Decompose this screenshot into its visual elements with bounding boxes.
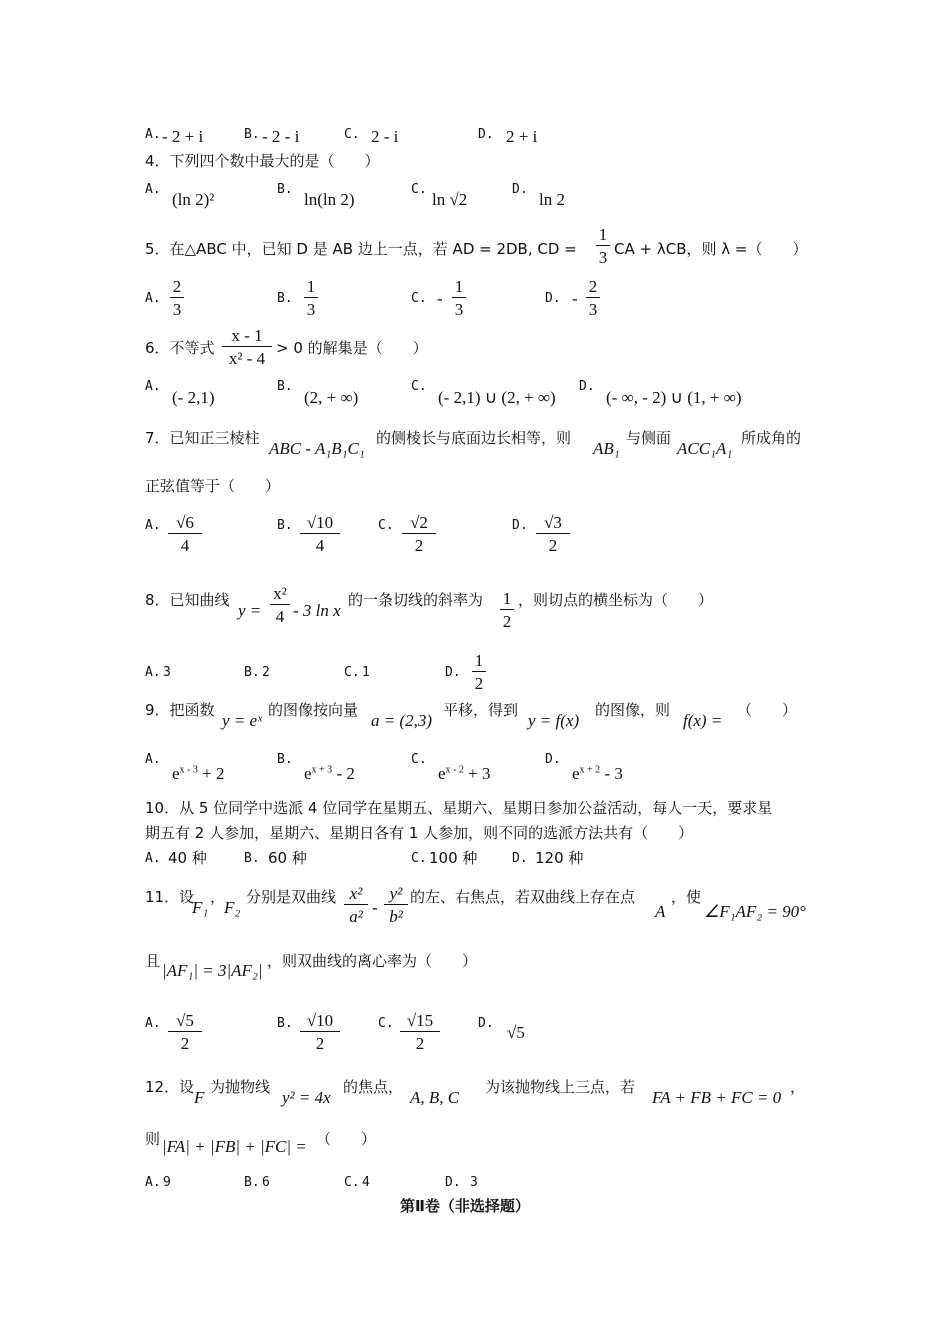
q8-stem-fraction: $\frac{\text{x²}}{4}$ bbox=[270, 585, 290, 625]
q3-option-c-value: 2 - i bbox=[371, 127, 399, 146]
q11-option-c-label: C. bbox=[378, 1016, 394, 1031]
q6-stem-prefix: 6．不等式 bbox=[145, 339, 215, 357]
q6-option-b-label: B. bbox=[277, 379, 293, 394]
q5-option-c-fraction: $\frac{1}{3}$ bbox=[452, 278, 466, 318]
q10-option-d-value: 120 种 bbox=[535, 849, 584, 867]
q8-option-d-label: D. bbox=[445, 665, 461, 680]
q7-prism: ABC - A₁B₁C₁ bbox=[269, 439, 365, 458]
q5-option-a-fraction: $\frac{2}{3}$ bbox=[170, 278, 184, 318]
q11-cond: |AF₁| = 3|AF₂| bbox=[162, 961, 263, 980]
q12-stem-3: 的焦点， bbox=[343, 1078, 404, 1096]
q7-stem-3: 与侧面 bbox=[626, 429, 672, 447]
q5-option-c-sign: - bbox=[437, 289, 443, 308]
q3-option-d-value: 2 + i bbox=[506, 127, 538, 146]
q7-face: ACC₁A₁ bbox=[677, 439, 733, 458]
q6-option-a-value: (- 2,1) bbox=[172, 388, 215, 407]
q12-option-c-value: 4 bbox=[362, 1175, 370, 1190]
q9-option-b-label: B. bbox=[277, 752, 293, 767]
q6-option-c-value: (- 2,1) ∪ (2, + ∞) bbox=[438, 388, 556, 407]
q5-stem-fraction: $\frac{1}{3}$ bbox=[596, 226, 610, 266]
q5-option-d-sign: - bbox=[572, 289, 578, 308]
q3-option-c-label: C. bbox=[344, 127, 360, 142]
q7-option-d-fraction: $\frac{√3}{2}$ bbox=[536, 514, 570, 554]
q5-option-d-label: D. bbox=[545, 291, 561, 306]
q8-stem-2: 的一条切线的斜率为 bbox=[348, 591, 484, 609]
q12-stem-2: 为抛物线 bbox=[210, 1078, 271, 1096]
q10-line-1: 10．从 5 位同学中选派 4 位同学在星期五、星期六、星期日参加公益活动，每人一天，要求星 bbox=[145, 799, 773, 817]
q6-option-c-label: C. bbox=[411, 379, 427, 394]
q5-option-b-fraction: $\frac{1}{3}$ bbox=[304, 278, 318, 318]
q10-option-c-label: C. bbox=[411, 851, 427, 866]
q9-stem-1: 9．把函数 bbox=[145, 701, 215, 719]
q9-stem-2: 的图像按向量 bbox=[268, 701, 359, 719]
q12-option-d-label: D. bbox=[445, 1175, 461, 1190]
q12-stem-6: 则 bbox=[145, 1130, 161, 1148]
q9-option-a: $e^{x - 3} + 2$ bbox=[172, 764, 225, 783]
q4-option-d-label: D. bbox=[512, 182, 528, 197]
q4-option-b-value: ln(ln 2) bbox=[304, 190, 355, 209]
q4-stem: 4．下列四个数中最大的是（ ） bbox=[145, 152, 380, 170]
q9-option-d: $e^{x + 2} - 3$ bbox=[572, 764, 623, 783]
q11-option-d-value: √5 bbox=[507, 1023, 525, 1042]
q8-stem-3: ，则切点的横坐标为（ ） bbox=[518, 591, 714, 609]
q11-stem-5: 且 bbox=[145, 952, 161, 970]
q8-y-eq: y = bbox=[238, 601, 262, 620]
q11-stem-1: 11．设 bbox=[145, 888, 195, 906]
q3-option-a-label: A. bbox=[145, 127, 161, 142]
q10-option-a-value: 40 种 bbox=[168, 849, 207, 867]
q7-stem-2: 的侧棱长与底面边长相等，则 bbox=[376, 429, 572, 447]
q10-option-b-value: 60 种 bbox=[268, 849, 307, 867]
section-title: 第Ⅱ卷（非选择题） bbox=[400, 1197, 530, 1215]
q11-stem-3: 的左、右焦点，若双曲线上存在点 bbox=[410, 888, 636, 906]
q5-option-a-label: A. bbox=[145, 291, 161, 306]
q7-line: AB₁ bbox=[593, 439, 620, 458]
q4-option-b-label: B. bbox=[277, 182, 293, 197]
q9-vector: a = (2,3) bbox=[371, 711, 433, 730]
q7-stem-1: 7．已知正三棱柱 bbox=[145, 429, 260, 447]
q9-option-c-label: C. bbox=[411, 752, 427, 767]
q7-option-c-fraction: $\frac{√2}{2}$ bbox=[402, 514, 436, 554]
q9-option-b: $e^{x + 3} - 2$ bbox=[304, 764, 355, 783]
q10-line-2: 期五有 2 人参加，星期六、星期日各有 1 人参加，则不同的选派方法共有（ ） bbox=[145, 824, 694, 842]
q3-option-b-label: B. bbox=[244, 127, 260, 142]
q11-stem-2: 分别是双曲线 bbox=[246, 888, 337, 906]
q12-option-a-label: A. bbox=[145, 1175, 161, 1190]
q9-option-a-label: A. bbox=[145, 752, 161, 767]
q7-option-b-fraction: $\frac{√10}{4}$ bbox=[300, 514, 340, 554]
q12-points: A, B, C bbox=[410, 1088, 460, 1107]
q11-frac-y: $\frac{\text{y²}}{\text{b²}}$ bbox=[384, 885, 408, 925]
q4-option-c-value: ln √2 bbox=[432, 190, 468, 209]
q8-option-b-label: B. bbox=[244, 665, 260, 680]
q8-stem-1: 8．已知曲线 bbox=[145, 591, 230, 609]
q8-option-c-value: 1 bbox=[362, 665, 370, 680]
q8-option-a-label: A. bbox=[145, 665, 161, 680]
q11-option-b-fraction: $\frac{√10}{2}$ bbox=[300, 1012, 340, 1052]
q9-stem-3: 平移，得到 bbox=[443, 701, 519, 719]
q8-option-c-label: C. bbox=[344, 665, 360, 680]
q9-stem-4: 的图像，则 bbox=[595, 701, 671, 719]
q11-angle: ∠F₁AF₂ = 90° bbox=[704, 902, 806, 921]
q11-minus: - bbox=[372, 898, 378, 917]
q12-option-b-label: B. bbox=[244, 1175, 260, 1190]
q12-option-d-value: 3 bbox=[470, 1175, 478, 1190]
q12-option-c-label: C. bbox=[344, 1175, 360, 1190]
q12-distance-sum: |FA| + |FB| + |FC| = bbox=[162, 1137, 307, 1156]
q4-option-d-value: ln 2 bbox=[539, 190, 565, 209]
q12-parabola: y² = 4x bbox=[282, 1088, 331, 1107]
q9-fx: f(x) = bbox=[683, 711, 723, 730]
q6-option-a-label: A. bbox=[145, 379, 161, 394]
q8-option-b-value: 2 bbox=[262, 665, 270, 680]
q7-option-d-label: D. bbox=[512, 518, 528, 533]
q4-option-a-value: (ln 2)² bbox=[172, 190, 215, 209]
q8-option-a-value: 3 bbox=[163, 665, 171, 680]
q3-option-d-label: D. bbox=[478, 127, 494, 142]
q11-frac-x: $\frac{\text{x²}}{\text{a²}}$ bbox=[344, 885, 368, 925]
q10-option-d-label: D. bbox=[512, 851, 528, 866]
q11-option-b-label: B. bbox=[277, 1016, 293, 1031]
q12-stem-5: ， bbox=[790, 1078, 806, 1096]
q9-stem-5: （ ） bbox=[737, 701, 798, 719]
q12-vector-sum: FA + FB + FC = 0 bbox=[652, 1088, 782, 1107]
q11-f2: F₂ bbox=[224, 898, 241, 917]
q11-option-c-fraction: $\frac{√15}{2}$ bbox=[400, 1012, 440, 1052]
q12-stem-7: （ ） bbox=[316, 1130, 377, 1148]
q4-option-c-label: C. bbox=[411, 182, 427, 197]
q7-option-c-label: C. bbox=[378, 518, 394, 533]
q7-option-a-fraction: $\frac{√6}{4}$ bbox=[168, 514, 202, 554]
q6-stem-fraction: $\frac{x - 1}{\text{x² - 4}}$ bbox=[222, 327, 272, 367]
q12-stem-1: 12．设 bbox=[145, 1078, 195, 1096]
q12-stem-4: 为该抛物线上三点，若 bbox=[485, 1078, 636, 1096]
q10-option-b-label: B. bbox=[244, 851, 260, 866]
q5-option-b-label: B. bbox=[277, 291, 293, 306]
q8-stem-tail: - 3 ln x bbox=[293, 601, 341, 620]
q5-option-d-fraction: $\frac{2}{3}$ bbox=[586, 278, 600, 318]
q6-option-d-label: D. bbox=[579, 379, 595, 394]
q9-option-c: $e^{x - 2} + 3$ bbox=[438, 764, 491, 783]
q4-option-a-label: A. bbox=[145, 182, 161, 197]
q11-option-a-label: A. bbox=[145, 1016, 161, 1031]
q8-slope-fraction: $\frac{1}{2}$ bbox=[500, 590, 514, 630]
q11-option-d-label: D. bbox=[478, 1016, 494, 1031]
q11-option-a-fraction: $\frac{√5}{2}$ bbox=[168, 1012, 202, 1052]
q7-option-b-label: B. bbox=[277, 518, 293, 533]
q5-option-c-label: C. bbox=[411, 291, 427, 306]
q7-stem-5: 正弦值等于（ ） bbox=[145, 477, 281, 495]
q12-option-b-value: 6 bbox=[262, 1175, 270, 1190]
q11-stem-6: ，则双曲线的离心率为（ ） bbox=[267, 952, 478, 970]
q11-stem-4: ，使 bbox=[671, 888, 702, 906]
q5-stem-prefix: 5．在△ABC 中，已知 D 是 AB 边上一点，若 AD = 2DB, CD = bbox=[145, 240, 577, 258]
q9-target: y = f(x) bbox=[528, 711, 580, 730]
q10-option-a-label: A. bbox=[145, 851, 161, 866]
q12-option-a-value: 9 bbox=[163, 1175, 171, 1190]
q8-option-d-fraction: $\frac{1}{2}$ bbox=[472, 652, 486, 692]
q11-point: A bbox=[655, 902, 666, 921]
q3-option-a-value: - 2 + i bbox=[162, 127, 204, 146]
q10-option-c-value: 100 种 bbox=[429, 849, 478, 867]
q11-f1: F₁ bbox=[192, 898, 209, 917]
q5-stem-suffix: CA + λCB，则 λ =（ ） bbox=[614, 240, 808, 258]
q7-option-a-label: A. bbox=[145, 518, 161, 533]
q12-focus: F bbox=[194, 1088, 205, 1107]
q9-option-d-label: D. bbox=[545, 752, 561, 767]
q7-stem-4: 所成角的 bbox=[741, 429, 802, 447]
q3-option-b-value: - 2 - i bbox=[262, 127, 300, 146]
q9-func: y = eˣ bbox=[222, 711, 262, 730]
q6-option-d-value: (- ∞, - 2) ∪ (1, + ∞) bbox=[606, 388, 742, 407]
q6-stem-suffix: > 0 的解集是（ ） bbox=[276, 339, 428, 357]
q6-option-b-value: (2, + ∞) bbox=[304, 388, 359, 407]
q11-comma: ， bbox=[210, 888, 226, 906]
